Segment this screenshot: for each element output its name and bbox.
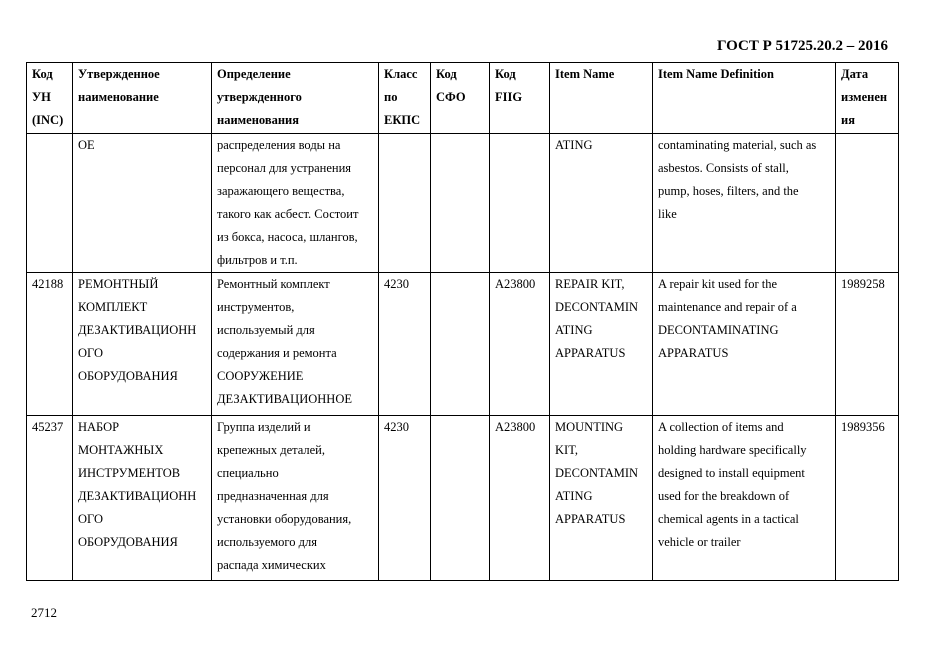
col-header-sfo: Код СФО [431,63,490,134]
standard-designation: ГОСТ Р 51725.20.2 – 2016 [716,38,888,54]
cell-item-name: ATING [550,134,653,273]
cell-definition: Ремонтный комплект инструментов, используемый для содержания и ремонта СООРУЖЕНИЕ ДЕЗАКТИВАЦИОННОЕ [212,273,379,416]
cell-inc: 42188 [27,273,73,416]
col-header-definition: Определение утвержденного наименования [212,63,379,134]
cell-date [836,134,899,273]
cell-class: 4230 [379,416,431,581]
cell-approved-name: РЕМОНТНЫЙ КОМПЛЕКТ ДЕЗАКТИВАЦИОНН ОГО ОБОРУДОВАНИЯ [73,273,212,416]
cell-date: 1989356 [836,416,899,581]
cell-item-name: MOUNTING KIT, DECONTAMIN ATING APPARATUS [550,416,653,581]
cell-class: 4230 [379,273,431,416]
cell-item-name: REPAIR KIT, DECONTAMIN ATING APPARATUS [550,273,653,416]
cell-fiig: A23800 [490,416,550,581]
table-row [27,134,899,273]
cell-sfo [431,134,490,273]
col-header-approved-name: Утвержденное наименование [73,63,212,134]
table-header-row [27,63,899,134]
col-header-date: Дата изменен ия [836,63,899,134]
cell-sfo [431,273,490,416]
cell-fiig [490,134,550,273]
catalog-table [26,62,899,581]
col-header-class: Класс по ЕКПС [379,63,431,134]
cell-sfo [431,416,490,581]
cell-approved-name: ОЕ [73,134,212,273]
col-header-inc: Код УН (INC) [27,63,73,134]
page-number: 2712 [31,605,57,620]
cell-item-definition: contaminating material, such as asbestos. Consists of stall, pump, hoses, filters, and the like [653,134,836,273]
col-header-item-name: Item Name [550,63,653,134]
table-row [27,416,899,581]
cell-fiig: A23800 [490,273,550,416]
cell-definition: распределения воды на персонал для устранения заражающего вещества, такого как асбест. Состоит из бокса, насоса, шлангов, фильтров и т.п. [212,134,379,273]
cell-item-definition: A repair kit used for the maintenance and repair of a DECONTAMINATING APPARATUS [653,273,836,416]
cell-inc: 45237 [27,416,73,581]
table-row [27,273,899,416]
col-header-fiig: Код FIIG [490,63,550,134]
cell-definition: Группа изделий и крепежных деталей, специально предназначенная для установки оборудования, используемого для распада химических [212,416,379,581]
cell-date: 1989258 [836,273,899,416]
cell-item-definition: A collection of items and holding hardware specifically designed to install equipment used for the breakdown of chemical agents in a tactical vehicle or trailer [653,416,836,581]
col-header-item-definition: Item Name Definition [653,63,836,134]
cell-inc [27,134,73,273]
cell-class [379,134,431,273]
cell-approved-name: НАБОР МОНТАЖНЫХ ИНСТРУМЕНТОВ ДЕЗАКТИВАЦИОНН ОГО ОБОРУДОВАНИЯ [73,416,212,581]
